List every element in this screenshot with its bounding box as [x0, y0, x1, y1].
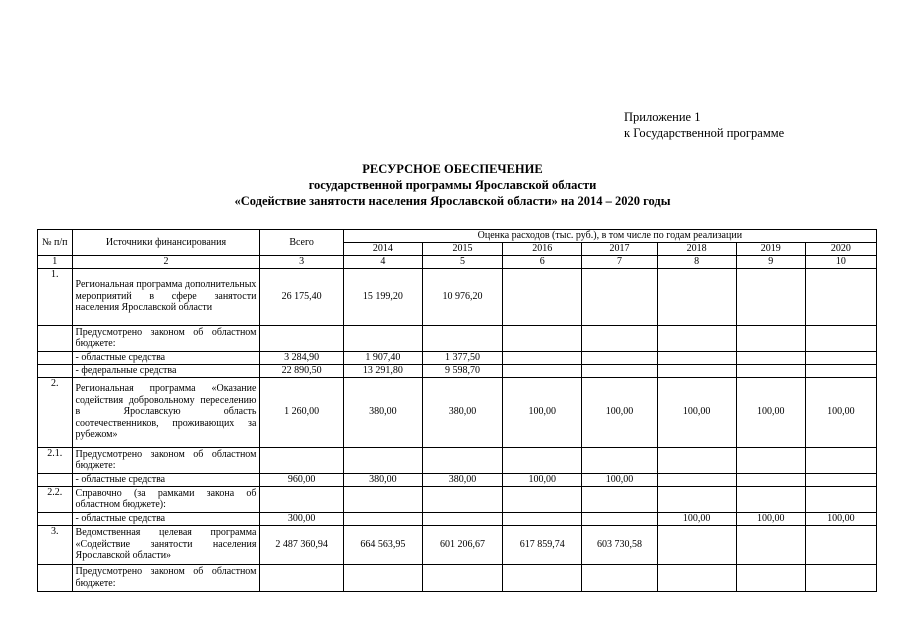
- row-number-cell: [38, 364, 73, 377]
- year-value-cell: [343, 564, 422, 591]
- year-value-cell: 100,00: [805, 377, 876, 447]
- year-value-cell: [657, 486, 736, 512]
- year-value-cell: 100,00: [736, 377, 805, 447]
- header-estimate: Оценка расходов (тыс. руб.), в том числе по годам реализации: [343, 230, 876, 243]
- year-value-cell: 10 976,20: [422, 268, 502, 325]
- source-cell: - областные средства: [72, 512, 260, 525]
- year-value-cell: [805, 268, 876, 325]
- row-number-cell: 3.: [38, 525, 73, 564]
- year-value-cell: [657, 447, 736, 473]
- table-row: [38, 377, 877, 447]
- source-cell: Предусмотрено законом об областном бюджете:: [72, 325, 260, 351]
- year-value-cell: [805, 351, 876, 364]
- year-value-cell: [657, 473, 736, 486]
- table-row: [38, 564, 877, 591]
- year-value-cell: 100,00: [805, 512, 876, 525]
- column-number-row: [38, 256, 877, 269]
- year-value-cell: [736, 486, 805, 512]
- year-value-cell: [422, 447, 502, 473]
- year-value-cell: [503, 268, 582, 325]
- year-value-cell: 15 199,20: [343, 268, 422, 325]
- total-cell: 1 260,00: [260, 377, 343, 447]
- year-value-cell: [582, 268, 657, 325]
- year-value-cell: 601 206,67: [422, 525, 502, 564]
- column-number: 4: [343, 256, 422, 269]
- header-num: № п/п: [38, 230, 73, 256]
- source-cell: Предусмотрено законом об областном бюджете:: [72, 447, 260, 473]
- column-number: 2: [72, 256, 260, 269]
- year-value-cell: [343, 325, 422, 351]
- total-cell: [260, 564, 343, 591]
- year-value-cell: [582, 564, 657, 591]
- column-number: 5: [422, 256, 502, 269]
- year-value-cell: 380,00: [422, 377, 502, 447]
- table-row: [38, 447, 877, 473]
- year-value-cell: [736, 525, 805, 564]
- year-value-cell: 617 859,74: [503, 525, 582, 564]
- year-value-cell: [582, 325, 657, 351]
- total-cell: 300,00: [260, 512, 343, 525]
- source-cell: Региональная программа дополнительных мероприятий в сфере занятости населения Ярославской области: [72, 268, 260, 325]
- table-row: [38, 512, 877, 525]
- year-value-cell: [582, 512, 657, 525]
- column-number: 8: [657, 256, 736, 269]
- year-value-cell: [736, 364, 805, 377]
- year-value-cell: [657, 525, 736, 564]
- year-value-cell: [805, 447, 876, 473]
- year-value-cell: [657, 364, 736, 377]
- year-value-cell: [736, 351, 805, 364]
- year-value-cell: 380,00: [343, 377, 422, 447]
- table-row: [38, 364, 877, 377]
- year-value-cell: [805, 486, 876, 512]
- header-year: 2020: [805, 243, 876, 256]
- year-value-cell: [343, 447, 422, 473]
- year-value-cell: [805, 325, 876, 351]
- year-value-cell: [736, 268, 805, 325]
- table-row: [38, 486, 877, 512]
- total-cell: [260, 447, 343, 473]
- table-row: [38, 473, 877, 486]
- header-year: 2014: [343, 243, 422, 256]
- year-value-cell: 100,00: [657, 377, 736, 447]
- year-value-cell: [503, 364, 582, 377]
- year-value-cell: [736, 325, 805, 351]
- year-value-cell: [343, 512, 422, 525]
- total-cell: 26 175,40: [260, 268, 343, 325]
- year-value-cell: [422, 512, 502, 525]
- row-number-cell: 2.1.: [38, 447, 73, 473]
- year-value-cell: 380,00: [422, 473, 502, 486]
- row-number-cell: 2.: [38, 377, 73, 447]
- row-number-cell: [38, 564, 73, 591]
- row-number-cell: [38, 325, 73, 351]
- header-row: [38, 230, 877, 243]
- year-value-cell: 100,00: [503, 377, 582, 447]
- header-year: 2016: [503, 243, 582, 256]
- year-value-cell: [343, 486, 422, 512]
- year-value-cell: 664 563,95: [343, 525, 422, 564]
- year-value-cell: [503, 325, 582, 351]
- year-value-cell: [805, 525, 876, 564]
- year-value-cell: [582, 486, 657, 512]
- title-line-3: «Содействие занятости населения Ярославской области» на 2014 – 2020 годы: [234, 194, 671, 208]
- year-value-cell: [582, 351, 657, 364]
- header-source: Источники финансирования: [72, 230, 260, 256]
- header-year: 2015: [422, 243, 502, 256]
- header-total: Всего: [260, 230, 343, 256]
- appendix-line-1: Приложение 1: [624, 110, 701, 124]
- table-row: [38, 351, 877, 364]
- source-cell: Справочно (за рамками закона об областном бюджете):: [72, 486, 260, 512]
- row-number-cell: 1.: [38, 268, 73, 325]
- source-cell: Ведомственная целевая программа «Содействие занятости населения Ярославской области»: [72, 525, 260, 564]
- year-value-cell: [503, 351, 582, 364]
- total-cell: [260, 486, 343, 512]
- total-cell: 960,00: [260, 473, 343, 486]
- resource-table: [37, 229, 877, 592]
- table-row: [38, 325, 877, 351]
- year-value-cell: [503, 512, 582, 525]
- source-cell: - федеральные средства: [72, 364, 260, 377]
- year-value-cell: 100,00: [582, 377, 657, 447]
- year-value-cell: [422, 486, 502, 512]
- year-value-cell: 100,00: [736, 512, 805, 525]
- column-number: 3: [260, 256, 343, 269]
- row-number-cell: [38, 473, 73, 486]
- year-value-cell: 100,00: [503, 473, 582, 486]
- year-value-cell: 1 907,40: [343, 351, 422, 364]
- column-number: 10: [805, 256, 876, 269]
- year-value-cell: [422, 564, 502, 591]
- year-value-cell: [582, 364, 657, 377]
- total-cell: 2 487 360,94: [260, 525, 343, 564]
- year-value-cell: [657, 564, 736, 591]
- year-value-cell: [503, 486, 582, 512]
- row-number-cell: 2.2.: [38, 486, 73, 512]
- source-cell: Предусмотрено законом об областном бюджете:: [72, 564, 260, 591]
- year-value-cell: [805, 564, 876, 591]
- header-year: 2018: [657, 243, 736, 256]
- year-value-cell: [657, 325, 736, 351]
- year-value-cell: [736, 473, 805, 486]
- year-value-cell: 9 598,70: [422, 364, 502, 377]
- source-cell: - областные средства: [72, 473, 260, 486]
- header-year: 2017: [582, 243, 657, 256]
- year-value-cell: [805, 473, 876, 486]
- total-cell: 3 284,90: [260, 351, 343, 364]
- title-line-2: государственной программы Ярославской области: [308, 178, 597, 192]
- column-number: 7: [582, 256, 657, 269]
- row-number-cell: [38, 512, 73, 525]
- year-value-cell: 1 377,50: [422, 351, 502, 364]
- year-value-cell: 100,00: [582, 473, 657, 486]
- year-value-cell: [503, 447, 582, 473]
- title-line-1: РЕСУРСНОЕ ОБЕСПЕЧЕНИЕ: [362, 162, 543, 176]
- table-row: [38, 268, 877, 325]
- year-value-cell: 100,00: [657, 512, 736, 525]
- year-value-cell: [657, 351, 736, 364]
- year-value-cell: 13 291,80: [343, 364, 422, 377]
- column-number: 6: [503, 256, 582, 269]
- year-value-cell: 380,00: [343, 473, 422, 486]
- total-cell: [260, 325, 343, 351]
- year-value-cell: [503, 564, 582, 591]
- column-number: 9: [736, 256, 805, 269]
- year-value-cell: 603 730,58: [582, 525, 657, 564]
- year-value-cell: [736, 447, 805, 473]
- table-row: [38, 525, 877, 564]
- year-value-cell: [657, 268, 736, 325]
- year-value-cell: [422, 325, 502, 351]
- source-cell: - областные средства: [72, 351, 260, 364]
- year-value-cell: [805, 364, 876, 377]
- total-cell: 22 890,50: [260, 364, 343, 377]
- source-cell: Региональная программа «Оказание содействия добровольному переселению в Ярославскую область соотечественников, проживающих за рубежом»: [72, 377, 260, 447]
- column-number: 1: [38, 256, 73, 269]
- row-number-cell: [38, 351, 73, 364]
- appendix-line-2: к Государственной программе: [624, 126, 785, 140]
- header-year: 2019: [736, 243, 805, 256]
- appendix-label: [624, 109, 784, 141]
- year-value-cell: [736, 564, 805, 591]
- year-value-cell: [582, 447, 657, 473]
- document-title: [0, 161, 905, 209]
